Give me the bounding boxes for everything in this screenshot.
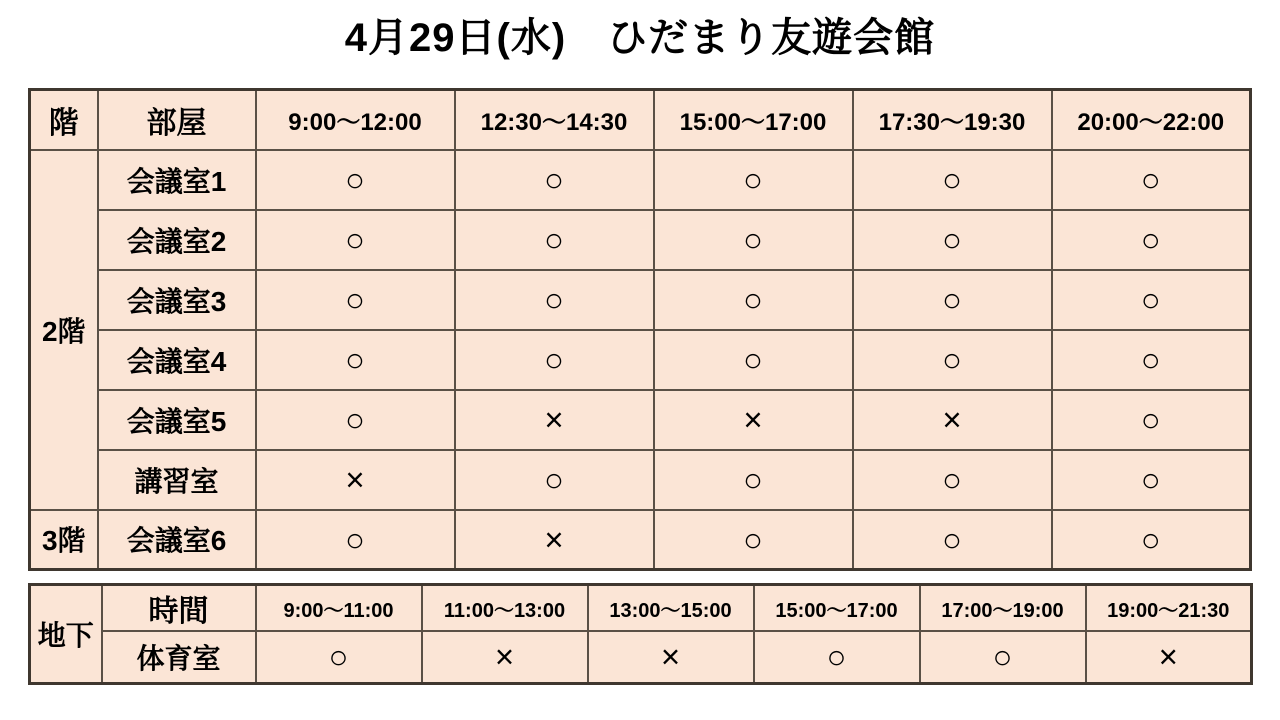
room-label: 会議室2 bbox=[98, 210, 256, 270]
availability-cell: ○ bbox=[455, 210, 654, 270]
room-label: 講習室 bbox=[98, 450, 256, 510]
availability-cell: × bbox=[422, 631, 588, 683]
availability-cell: ○ bbox=[654, 450, 853, 510]
availability-cell: ○ bbox=[455, 270, 654, 330]
time-slot-header-4: 17:30～19:30 bbox=[853, 90, 1052, 150]
availability-cell: ○ bbox=[256, 210, 455, 270]
availability-cell: ○ bbox=[455, 450, 654, 510]
availability-cell: ○ bbox=[654, 150, 853, 210]
availability-cell: × bbox=[1086, 631, 1252, 683]
floor-label-basement: 地下 bbox=[30, 585, 102, 684]
room-column-header: 部屋 bbox=[98, 90, 256, 150]
availability-cell: ○ bbox=[853, 150, 1052, 210]
time-column-header: 時間 bbox=[102, 585, 256, 632]
availability-cell: × bbox=[853, 390, 1052, 450]
availability-cell: ○ bbox=[1052, 450, 1251, 510]
availability-cell: × bbox=[455, 390, 654, 450]
table-row-meeting-room-6 bbox=[30, 510, 1251, 570]
room-label: 会議室6 bbox=[98, 510, 256, 570]
basement-header-row bbox=[30, 585, 1252, 632]
availability-cell: ○ bbox=[256, 270, 455, 330]
room-label: 体育室 bbox=[102, 631, 256, 683]
availability-cell: ○ bbox=[853, 330, 1052, 390]
main-schedule-table bbox=[28, 88, 1252, 571]
availability-cell: ○ bbox=[920, 631, 1086, 683]
table-row-meeting-room-2 bbox=[30, 210, 1251, 270]
availability-cell: ○ bbox=[654, 510, 853, 570]
time-slot-header-5: 20:00～22:00 bbox=[1052, 90, 1251, 150]
basement-time-slot-header-1: 9:00～11:00 bbox=[256, 585, 422, 632]
room-label: 会議室1 bbox=[98, 150, 256, 210]
availability-cell: ○ bbox=[654, 210, 853, 270]
floor-column-header: 階 bbox=[30, 90, 98, 150]
availability-cell: ○ bbox=[1052, 510, 1251, 570]
availability-cell: ○ bbox=[1052, 210, 1251, 270]
table-row-gym bbox=[30, 631, 1252, 683]
availability-cell: ○ bbox=[1052, 390, 1251, 450]
availability-cell: ○ bbox=[853, 450, 1052, 510]
basement-schedule-table bbox=[28, 583, 1253, 685]
floor-label-2f: 2階 bbox=[30, 150, 98, 510]
availability-cell: × bbox=[588, 631, 754, 683]
availability-cell: ○ bbox=[853, 510, 1052, 570]
table-row-meeting-room-3 bbox=[30, 270, 1251, 330]
availability-cell: ○ bbox=[256, 150, 455, 210]
availability-cell: ○ bbox=[754, 631, 920, 683]
room-label: 会議室3 bbox=[98, 270, 256, 330]
availability-cell: ○ bbox=[256, 390, 455, 450]
basement-time-slot-header-5: 17:00～19:00 bbox=[920, 585, 1086, 632]
page-title: 4月29日(水) ひだまり友遊会館 bbox=[344, 16, 936, 60]
floor-label-3f: 3階 bbox=[30, 510, 98, 570]
time-slot-header-2: 12:30～14:30 bbox=[455, 90, 654, 150]
availability-cell: ○ bbox=[455, 330, 654, 390]
availability-cell: ○ bbox=[455, 150, 654, 210]
table-row-training-room bbox=[30, 450, 1251, 510]
table-row-meeting-room-1 bbox=[30, 150, 1251, 210]
main-header-row bbox=[30, 90, 1251, 150]
basement-time-slot-header-4: 15:00～17:00 bbox=[754, 585, 920, 632]
time-slot-header-1: 9:00～12:00 bbox=[256, 90, 455, 150]
availability-cell: ○ bbox=[654, 330, 853, 390]
basement-time-slot-header-6: 19:00～21:30 bbox=[1086, 585, 1252, 632]
basement-time-slot-header-3: 13:00～15:00 bbox=[588, 585, 754, 632]
availability-cell: ○ bbox=[853, 210, 1052, 270]
availability-cell: × bbox=[455, 510, 654, 570]
availability-cell: ○ bbox=[1052, 270, 1251, 330]
table-row-meeting-room-5 bbox=[30, 390, 1251, 450]
basement-time-slot-header-2: 11:00～13:00 bbox=[422, 585, 588, 632]
room-label: 会議室5 bbox=[98, 390, 256, 450]
availability-cell: ○ bbox=[1052, 330, 1251, 390]
availability-cell: ○ bbox=[256, 631, 422, 683]
availability-cell: ○ bbox=[1052, 150, 1251, 210]
table-row-meeting-room-4 bbox=[30, 330, 1251, 390]
time-slot-header-3: 15:00～17:00 bbox=[654, 90, 853, 150]
availability-cell: ○ bbox=[256, 510, 455, 570]
availability-cell: × bbox=[256, 450, 455, 510]
availability-cell: ○ bbox=[654, 270, 853, 330]
availability-cell: ○ bbox=[853, 270, 1052, 330]
availability-cell: × bbox=[654, 390, 853, 450]
room-label: 会議室4 bbox=[98, 330, 256, 390]
availability-cell: ○ bbox=[256, 330, 455, 390]
